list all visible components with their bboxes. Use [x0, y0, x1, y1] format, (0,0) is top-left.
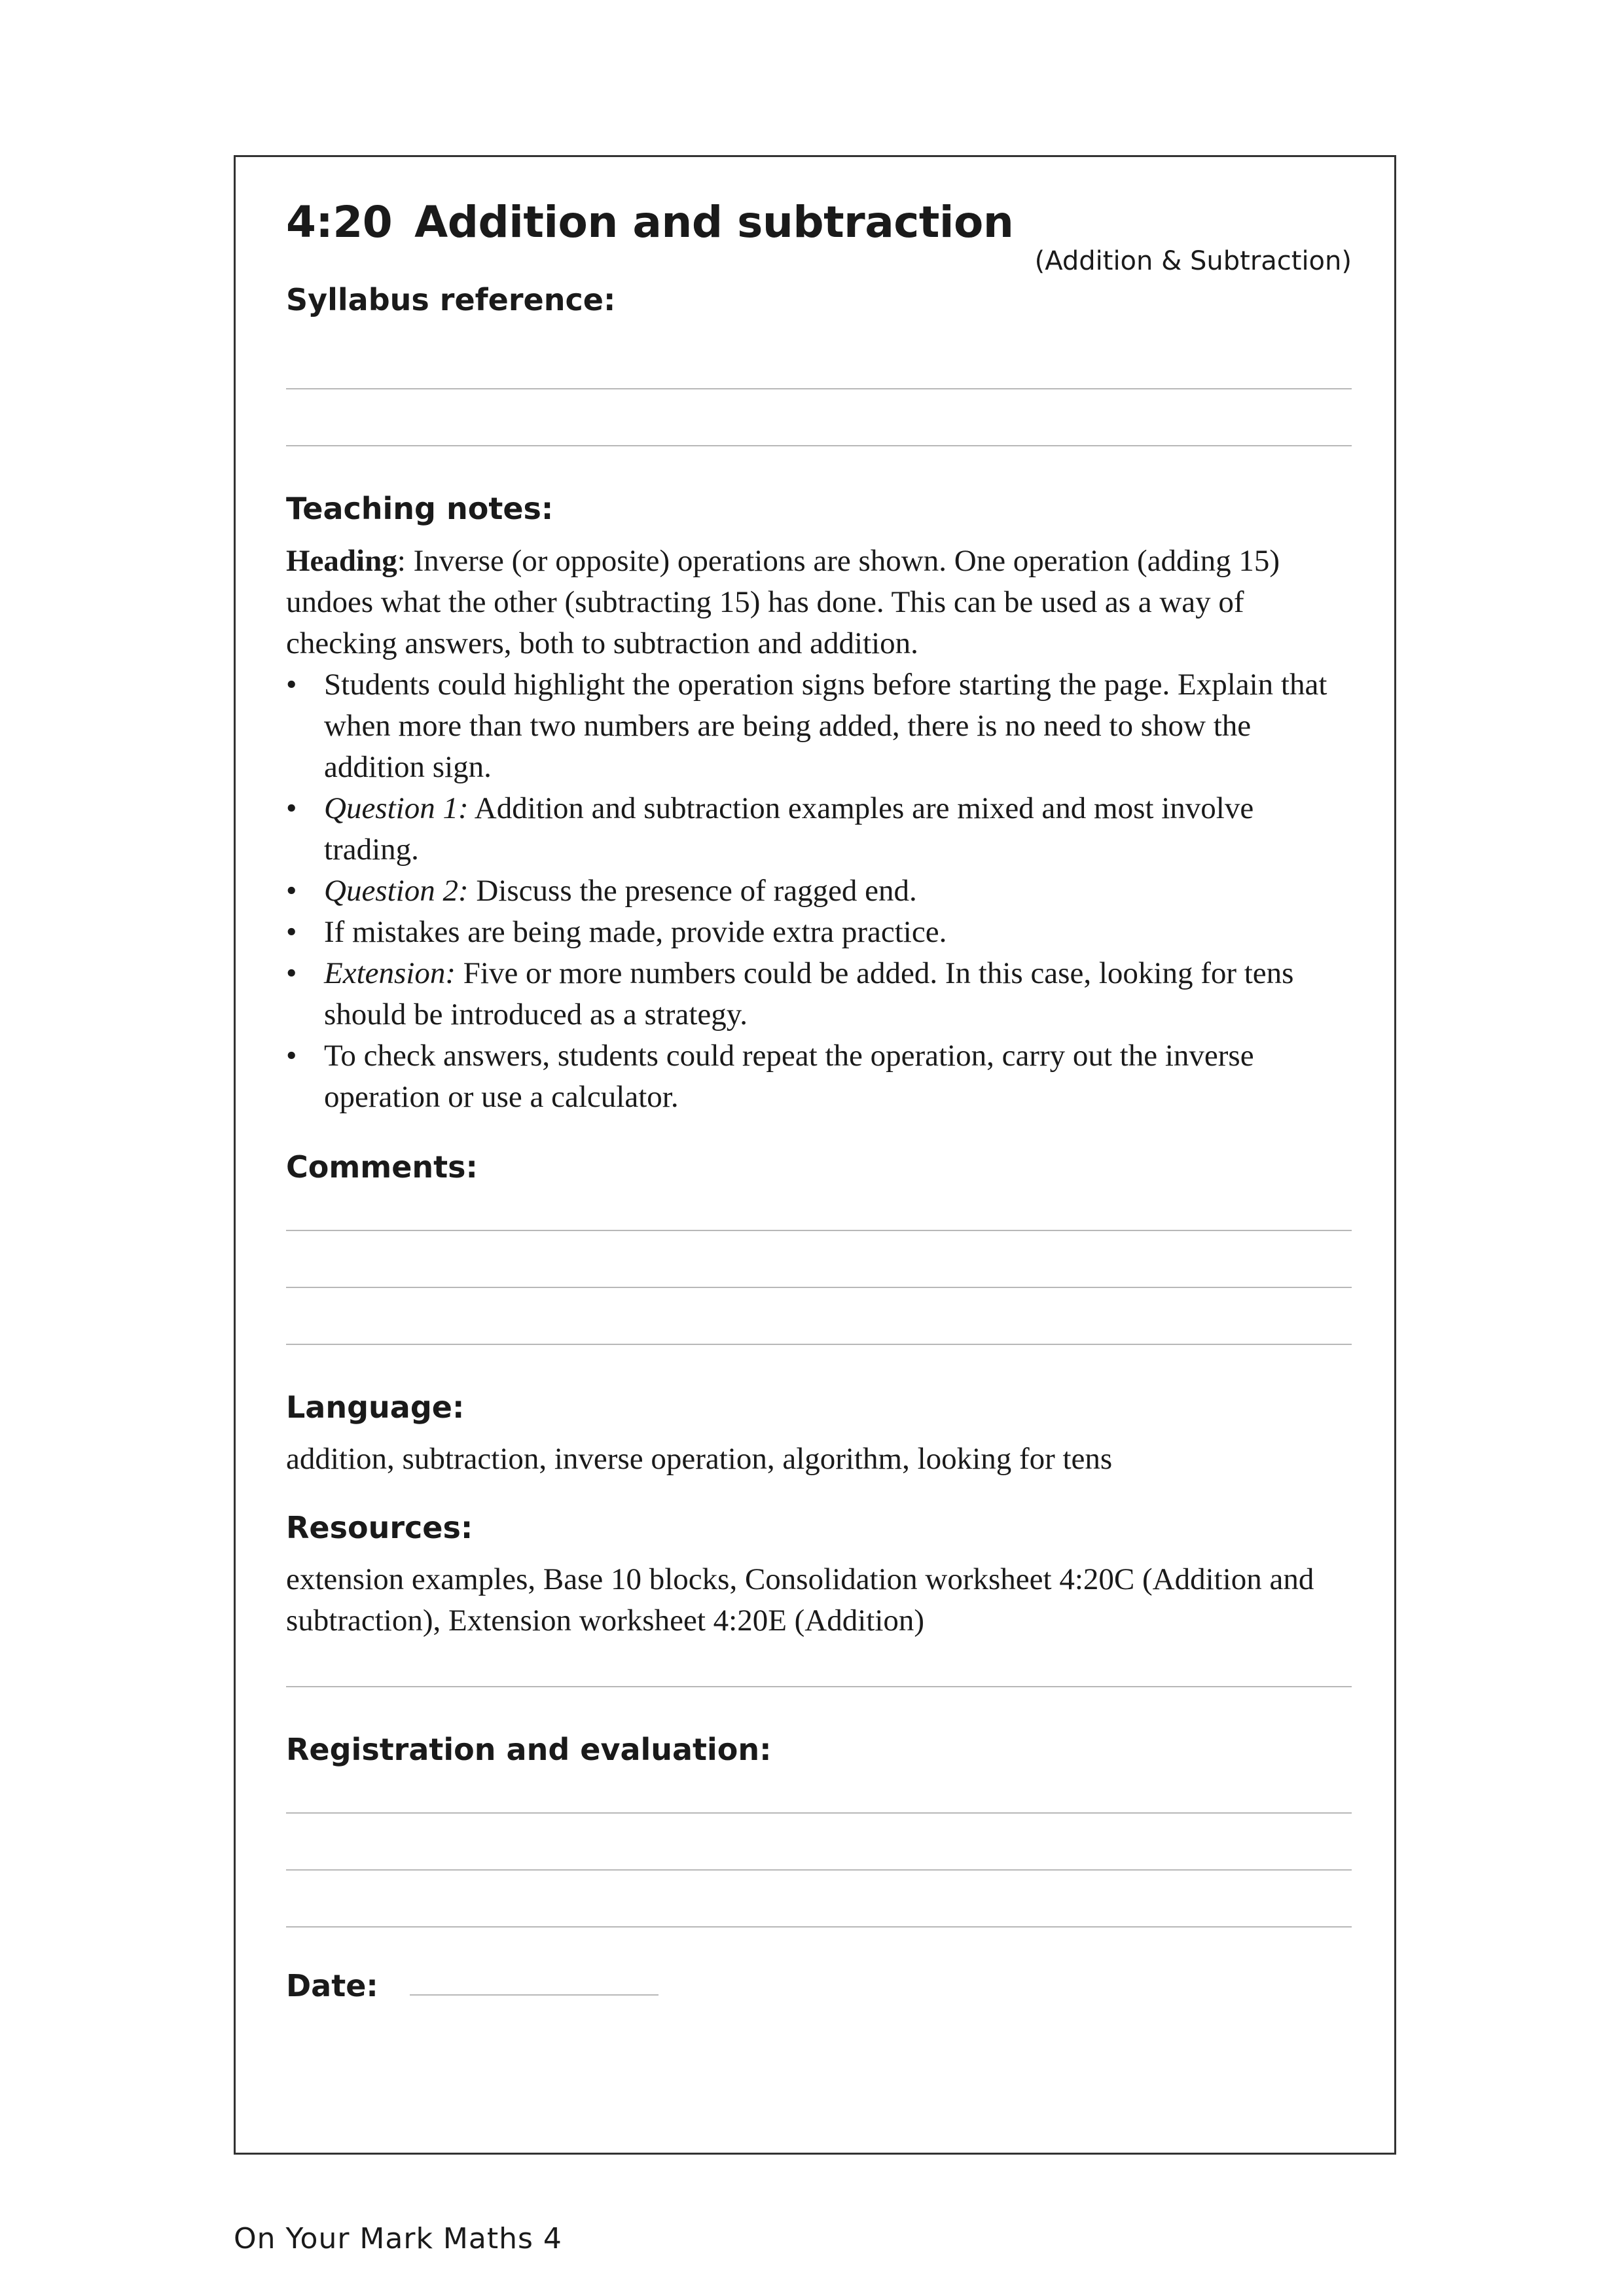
comments-line-2[interactable] — [286, 1287, 1352, 1288]
list-item: • Question 2: Discuss the presence of ragged end. — [286, 870, 1352, 912]
comments-line-3[interactable] — [286, 1344, 1352, 1345]
syllabus-line-2[interactable] — [286, 445, 1352, 446]
lesson-number: 4:20 — [286, 197, 393, 247]
heading-label: Heading — [286, 543, 397, 578]
comments-line-1[interactable] — [286, 1230, 1352, 1231]
lesson-title: Addition and subtraction — [414, 197, 1014, 247]
language-text: addition, subtraction, inverse operation, algorithm, looking for tens — [286, 1441, 1113, 1476]
registration-line-3[interactable] — [286, 1926, 1352, 1928]
list-item: • Students could highlight the operation signs before starting the page. Explain that when more than two numbers are being added, there is no need to show the addition sign. — [286, 664, 1352, 788]
syllabus-reference-heading: Syllabus reference: — [286, 282, 616, 318]
list-item: • If mistakes are being made, provide extra practice. — [286, 912, 1352, 953]
page-footer: On Your Mark Maths 4 — [234, 2222, 562, 2255]
teaching-notes-list — [286, 664, 1352, 1118]
teaching-notes-intro — [286, 541, 1352, 664]
date-label: Date: — [286, 1968, 378, 2004]
resources-heading: Resources: — [286, 1509, 473, 1545]
registration-line-2[interactable] — [286, 1869, 1352, 1871]
heading-text: : Inverse (or opposite) operations are shown. One operation (adding 15) undoes what the other (subtracting 15) has done. This can be used as a way of checking answers, both to subtraction and addition. — [286, 543, 1280, 660]
resources-text: extension examples, Base 10 blocks, Consolidation worksheet 4:20C (Addition and subtraction), Extension worksheet 4:20E (Addition) — [286, 1562, 1314, 1638]
language-heading: Language: — [286, 1389, 465, 1425]
comments-heading: Comments: — [286, 1149, 478, 1185]
strand-label: (Addition & Subtraction) — [1034, 246, 1352, 277]
resources-line[interactable] — [286, 1686, 1352, 1687]
teacher-notes-page — [286, 196, 1352, 2005]
teaching-notes-heading: Teaching notes: — [286, 491, 554, 527]
registration-line-1[interactable] — [286, 1812, 1352, 1814]
registration-heading: Registration and evaluation: — [286, 1732, 772, 1768]
page-title — [286, 196, 1352, 248]
syllabus-line-1[interactable] — [286, 388, 1352, 389]
list-item: • To check answers, students could repeat the operation, carry out the inverse operation or use a calculator. — [286, 1035, 1352, 1118]
date-row — [286, 1968, 1352, 2004]
date-line[interactable] — [410, 1994, 659, 1996]
list-item: • Question 1: Addition and subtraction examples are mixed and most involve trading. — [286, 788, 1352, 870]
list-item: • Extension: Five or more numbers could be added. In this case, looking for tens should be introduced as a strategy. — [286, 953, 1352, 1035]
